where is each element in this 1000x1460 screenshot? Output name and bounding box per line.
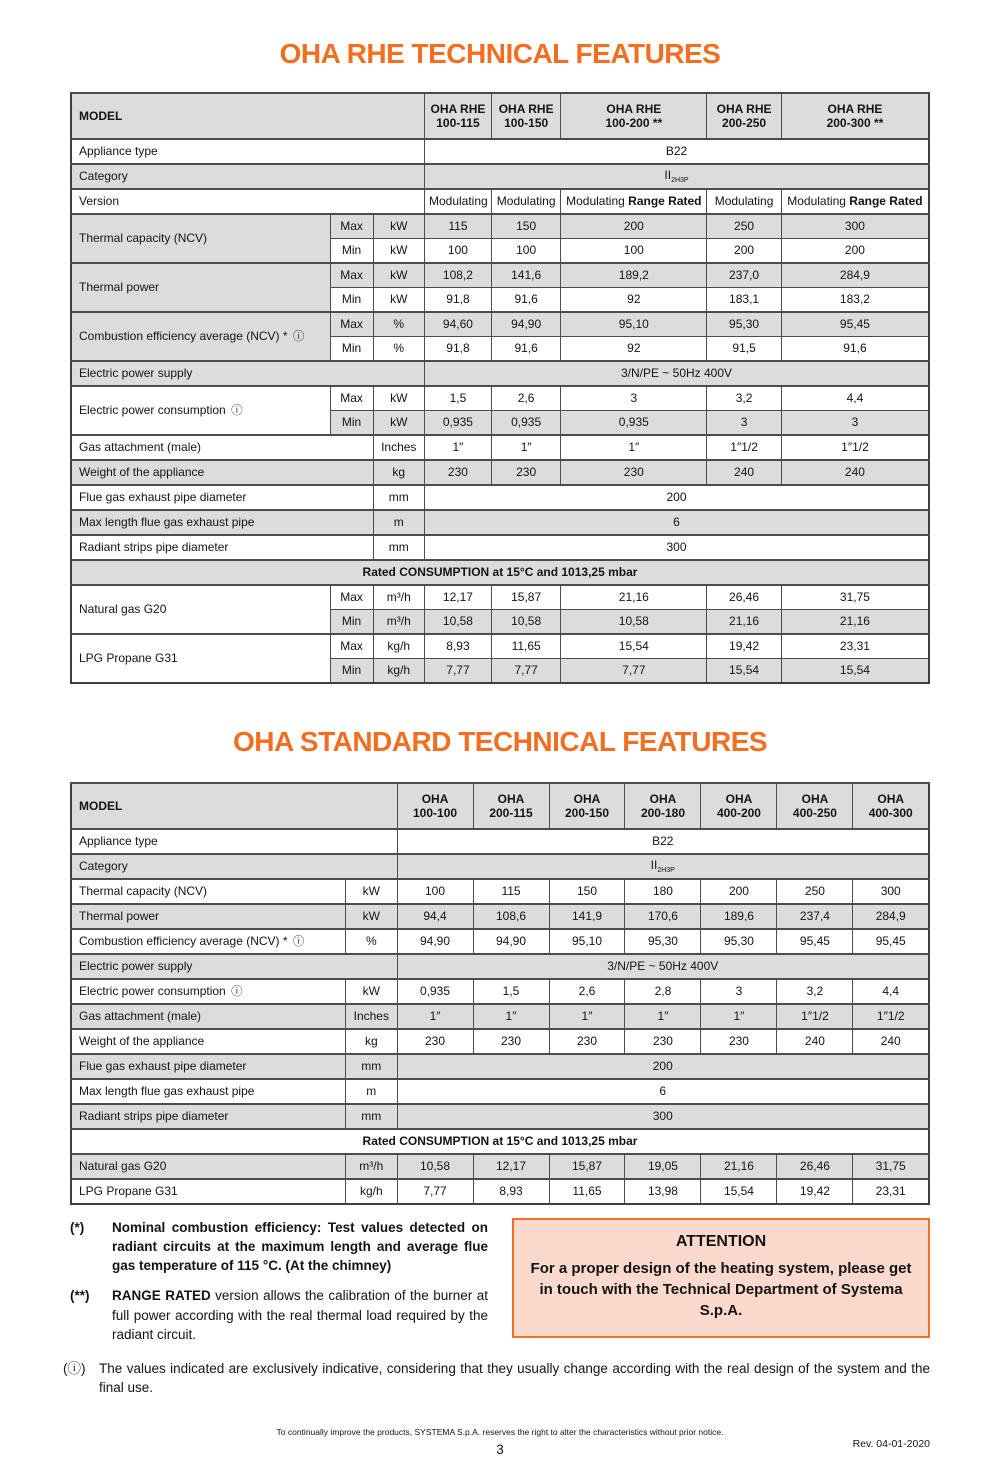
row-label-cell: Thermal power [71,263,330,312]
value-cell: 2,6 [491,386,560,411]
value-cell: 23,31 [781,634,929,659]
value-cell: 31,75 [853,1154,929,1179]
value-cell: Modulating [707,189,782,214]
value-cell: B22 [397,829,929,854]
value-cell: 11,65 [549,1179,625,1204]
value-cell: 200 [701,879,777,904]
value-cell: 10,58 [397,1154,473,1179]
value-cell: 230 [491,460,560,485]
value-cell: 91,6 [491,337,560,362]
table-row [71,93,929,139]
value-cell: 240 [853,1029,929,1054]
value-cell: 15,54 [701,1179,777,1204]
value-cell: 250 [707,214,782,239]
value-cell: 10,58 [424,610,491,635]
value-cell: 15,87 [549,1154,625,1179]
row-label-cell: Appliance type [71,139,424,164]
value-cell: 3/N/PE ~ 50Hz 400V [397,954,929,979]
value-cell: 100 [424,239,491,264]
value-cell: OHA 200-180 [625,783,701,829]
value-cell: 13,98 [625,1179,701,1204]
info-icon: ⓘ [292,330,305,343]
row-label-cell: Thermal capacity (NCV) [71,214,330,263]
value-cell: 8,93 [473,1179,549,1204]
table-row [71,485,929,510]
value-cell: 0,935 [561,411,707,436]
row-label-cell: Radiant strips pipe diameter [71,535,373,560]
value-cell: 284,9 [853,904,929,929]
value-cell: OHA RHE 100-150 [491,93,560,139]
value-cell: Modulating Range Rated [781,189,929,214]
value-cell: mm [346,1104,397,1129]
row-label-cell: Flue gas exhaust pipe diameter [71,485,373,510]
value-cell: 7,77 [561,659,707,684]
row-label-cell: Gas attachment (male) [71,435,373,460]
table-row [71,560,929,585]
table-row [71,312,929,337]
value-cell: m³/h [373,610,424,635]
footnote-info-text: The values indicated are exclusively indicative, considering that they usually change according with the real design of the system and the final use. [99,1360,930,1396]
value-cell: 3,2 [777,979,853,1004]
value-cell: 95,30 [707,312,782,337]
row-label-cell: MODEL [71,93,424,139]
value-cell: OHA RHE 200-300 ** [781,93,929,139]
value-cell: mm [373,485,424,510]
attention-box [512,1218,930,1338]
value-cell: 31,75 [781,585,929,610]
table-row [71,1079,929,1104]
value-cell: 2,8 [625,979,701,1004]
footnote-info [63,1359,930,1397]
value-cell: OHA 200-150 [549,783,625,829]
value-cell: 10,58 [491,610,560,635]
table-row [71,1154,929,1179]
value-cell: OHA 400-300 [853,783,929,829]
value-cell: kg [373,460,424,485]
row-label-cell: LPG Propane G31 [71,1179,346,1204]
value-cell: $II_{2H3P}$ [397,854,929,879]
value-cell: 0,935 [424,411,491,436]
value-cell: kg/h [373,634,424,659]
row-label-cell: Electric power supply [71,954,397,979]
value-cell: kW [373,214,424,239]
table-row [71,1004,929,1029]
row-label-cell: Combustion efficiency average (NCV) * ⓘ [71,312,330,361]
value-cell: 6 [397,1079,929,1104]
footnote-double-star-marker: (**) [70,1288,90,1304]
info-icon: (ⓘ) [63,1360,86,1376]
oha-standard-table [70,782,930,1205]
value-cell: OHA 200-115 [473,783,549,829]
value-cell: 91,5 [707,337,782,362]
notes-section [70,1218,930,1355]
row-label-cell: LPG Propane G31 [71,634,330,683]
value-cell: 1″ [397,1004,473,1029]
value-cell: Min [330,337,373,362]
oha-standard-table-body [71,783,929,1204]
footnotes [70,1218,488,1355]
row-label-cell: Weight of the appliance [71,1029,346,1054]
value-cell: 95,45 [853,929,929,954]
value-cell: 15,54 [707,659,782,684]
value-cell: 15,54 [781,659,929,684]
row-label-cell: Weight of the appliance [71,460,373,485]
value-cell: 19,05 [625,1154,701,1179]
value-cell: % [373,337,424,362]
row-label-cell: Appliance type [71,829,397,854]
value-cell: 240 [781,460,929,485]
value-cell: kg [346,1029,397,1054]
range-rated-term: RANGE RATED [112,1288,211,1304]
row-label-cell: Electric power consumption ⓘ [71,979,346,1004]
attention-title: ATTENTION [675,1233,767,1250]
value-cell: 230 [561,460,707,485]
value-cell: 230 [397,1029,473,1054]
value-cell: 1″ [424,435,491,460]
value-cell: Inches [346,1004,397,1029]
table1-title: OHA RHE TECHNICAL FEATURES [279,38,721,69]
value-cell: kW [373,263,424,288]
value-cell: Modulating [491,189,560,214]
value-cell: OHA RHE 200-250 [707,93,782,139]
value-cell: OHA RHE 100-115 [424,93,491,139]
value-cell: 7,77 [491,659,560,684]
value-cell: 180 [625,879,701,904]
value-cell: 92 [561,288,707,313]
value-cell: Inches [373,435,424,460]
value-cell: 3 [781,411,929,436]
value-cell: 91,6 [781,337,929,362]
value-cell: kW [373,386,424,411]
value-cell: 230 [549,1029,625,1054]
value-cell: 237,4 [777,904,853,929]
value-cell: 183,2 [781,288,929,313]
value-cell: % [373,312,424,337]
value-cell: 3/N/PE ~ 50Hz 400V [424,361,929,386]
value-cell: 200 [424,485,929,510]
value-cell: Min [330,659,373,684]
row-label-cell: Max length flue gas exhaust pipe [71,1079,346,1104]
value-cell: 94,60 [424,312,491,337]
value-cell: OHA 100-100 [397,783,473,829]
value-cell: 115 [473,879,549,904]
value-cell: 95,30 [625,929,701,954]
value-cell: m [346,1079,397,1104]
revision-label: Rev. 04-01-2020 [852,1438,930,1451]
value-cell: 15,87 [491,585,560,610]
value-cell: B22 [424,139,929,164]
value-cell: 1″1/2 [777,1004,853,1029]
value-cell: 100 [397,879,473,904]
value-cell: kW [373,288,424,313]
value-cell: Max [330,263,373,288]
table-row [71,854,929,879]
value-cell: 1″1/2 [781,435,929,460]
table-row [71,879,929,904]
value-cell: Modulating Range Rated [561,189,707,214]
table-row [71,139,929,164]
row-label-cell: Electric power supply [71,361,424,386]
value-cell: 12,17 [473,1154,549,1179]
value-cell: 4,4 [781,386,929,411]
value-cell: 1″ [473,1004,549,1029]
value-cell: 95,45 [781,312,929,337]
value-cell: Rated CONSUMPTION at 15°C and 1013,25 mbar [71,560,929,585]
row-label-cell: Natural gas G20 [71,1154,346,1179]
table-row [71,1029,929,1054]
value-cell: 95,10 [561,312,707,337]
value-cell: 95,10 [549,929,625,954]
table-row [71,1129,929,1154]
footnote-double-star-body: version allows the calibration of the burner at full power according with the real thermal load required by the radiant circuit. [112,1288,488,1342]
value-cell: kg/h [346,1179,397,1204]
value-cell: 1″ [549,1004,625,1029]
value-cell: 1″1/2 [853,1004,929,1029]
page-footer [70,1438,930,1460]
value-cell: 91,8 [424,337,491,362]
oha-rhe-table [70,92,930,684]
value-cell: 170,6 [625,904,701,929]
value-cell: Min [330,288,373,313]
row-label-cell: Flue gas exhaust pipe diameter [71,1054,346,1079]
value-cell: 141,9 [549,904,625,929]
row-label-cell: Combustion efficiency average (NCV) * ⓘ [71,929,346,954]
value-cell: OHA RHE 100-200 ** [561,93,707,139]
value-cell: mm [373,535,424,560]
value-cell: 1″ [491,435,560,460]
value-cell: 1″1/2 [707,435,782,460]
value-cell: 95,45 [777,929,853,954]
value-cell: 200 [781,239,929,264]
value-cell: 19,42 [777,1179,853,1204]
info-icon: ⓘ [231,404,243,417]
value-cell: 2,6 [549,979,625,1004]
value-cell: 230 [424,460,491,485]
value-cell: 26,46 [777,1154,853,1179]
value-cell: 94,90 [491,312,560,337]
value-cell: 100 [561,239,707,264]
value-cell: m [373,510,424,535]
value-cell: Max [330,634,373,659]
value-cell: 189,2 [561,263,707,288]
table-row [71,1054,929,1079]
value-cell: 230 [625,1029,701,1054]
row-label-cell: Gas attachment (male) [71,1004,346,1029]
value-cell: 21,16 [707,610,782,635]
footnote-star [70,1218,488,1275]
value-cell: 3 [701,979,777,1004]
footnote-star-text: Nominal combustion efficiency: Test values detected on radiant circuits at the maximum length and average flue gas temperature of 115 °C. (At the chimney) [112,1220,488,1274]
value-cell: kW [346,979,397,1004]
value-cell: 0,935 [491,411,560,436]
value-cell: 1,5 [473,979,549,1004]
value-cell: 183,1 [707,288,782,313]
value-cell: 284,9 [781,263,929,288]
value-cell: 200 [561,214,707,239]
value-cell: 230 [473,1029,549,1054]
value-cell: $II_{2H3P}$ [424,164,929,189]
value-cell: 3 [707,411,782,436]
footnote-double-star-text [112,1286,488,1343]
table-row [71,904,929,929]
value-cell: 300 [424,535,929,560]
value-cell: kW [373,239,424,264]
value-cell: 21,16 [561,585,707,610]
value-cell: 3 [561,386,707,411]
table-row [71,214,929,239]
value-cell: OHA 400-250 [777,783,853,829]
value-cell: Rated CONSUMPTION at 15°C and 1013,25 mbar [71,1129,929,1154]
row-label-cell: MODEL [71,783,397,829]
footnote-double-star [70,1286,488,1343]
value-cell: 7,77 [397,1179,473,1204]
value-cell: 94,90 [473,929,549,954]
value-cell: Max [330,312,373,337]
value-cell: 150 [549,879,625,904]
value-cell: 11,65 [491,634,560,659]
fine-print: To continually improve the products, SYSTEMA S.p.A. reserves the right to alter the characteristics without prior notice. [276,1427,724,1438]
row-label-cell: Electric power consumption ⓘ [71,386,330,435]
value-cell: 250 [777,879,853,904]
value-cell: 92 [561,337,707,362]
table-row [71,263,929,288]
table2-title: OHA STANDARD TECHNICAL FEATURES [232,726,768,757]
value-cell: 0,935 [397,979,473,1004]
value-cell: 300 [397,1104,929,1129]
value-cell: % [346,929,397,954]
attention-body: For a proper design of the heating system, please get in touch with the Technical Department of Systema S.p.A. [530,1260,912,1319]
value-cell: 3,2 [707,386,782,411]
value-cell: 240 [707,460,782,485]
value-cell: 300 [781,214,929,239]
value-cell: Min [330,239,373,264]
info-icon: ⓘ [292,935,305,948]
table-row [71,386,929,411]
row-label-cell: Version [71,189,424,214]
table-row [71,361,929,386]
page-number: 3 [496,1442,504,1458]
table-row [71,1179,929,1204]
value-cell: 23,31 [853,1179,929,1204]
table-row [71,783,929,829]
value-cell: kW [346,904,397,929]
value-cell: 189,6 [701,904,777,929]
value-cell: 6 [424,510,929,535]
value-cell: 141,6 [491,263,560,288]
value-cell: 108,6 [473,904,549,929]
value-cell: 115 [424,214,491,239]
value-cell: Max [330,386,373,411]
value-cell: 1,5 [424,386,491,411]
table-row [71,189,929,214]
value-cell: 240 [777,1029,853,1054]
value-cell: 150 [491,214,560,239]
value-cell: 108,2 [424,263,491,288]
table-row [71,1104,929,1129]
value-cell: 91,6 [491,288,560,313]
value-cell: Max [330,585,373,610]
value-cell: Modulating [424,189,491,214]
info-icon: ⓘ [231,985,243,998]
value-cell: 94,4 [397,904,473,929]
value-cell: Min [330,411,373,436]
value-cell: mm [346,1054,397,1079]
value-cell: 1″ [625,1004,701,1029]
row-label-cell: Thermal power [71,904,346,929]
value-cell: OHA 400-200 [701,783,777,829]
row-label-cell: Category [71,164,424,189]
value-cell: 4,4 [853,979,929,1004]
table-row [71,435,929,460]
value-cell: 19,42 [707,634,782,659]
value-cell: kW [346,879,397,904]
value-cell: Max [330,214,373,239]
table-row [71,164,929,189]
value-cell: kW [373,411,424,436]
table-row [71,634,929,659]
value-cell: kg/h [373,659,424,684]
table-row [71,979,929,1004]
value-cell: 91,8 [424,288,491,313]
value-cell: 94,90 [397,929,473,954]
value-cell: Min [330,610,373,635]
value-cell: 21,16 [701,1154,777,1179]
table-row [71,535,929,560]
value-cell: 300 [853,879,929,904]
table-row [71,829,929,854]
value-cell: 200 [397,1054,929,1079]
value-cell: 7,77 [424,659,491,684]
value-cell: 95,30 [701,929,777,954]
value-cell: 230 [701,1029,777,1054]
oha-rhe-table-body [71,93,929,683]
row-label-cell: Radiant strips pipe diameter [71,1104,346,1129]
table-row [71,510,929,535]
value-cell: 26,46 [707,585,782,610]
footnote-star-marker: (*) [70,1220,85,1235]
value-cell: 12,17 [424,585,491,610]
row-label-cell: Category [71,854,397,879]
value-cell: 1″ [701,1004,777,1029]
value-cell: 200 [707,239,782,264]
value-cell: 10,58 [561,610,707,635]
value-cell: 21,16 [781,610,929,635]
value-cell: m³/h [346,1154,397,1179]
table-row [71,954,929,979]
value-cell: 100 [491,239,560,264]
row-label-cell: Max length flue gas exhaust pipe [71,510,373,535]
row-label-cell: Thermal capacity (NCV) [71,879,346,904]
value-cell: 8,93 [424,634,491,659]
value-cell: 237,0 [707,263,782,288]
table-row [71,460,929,485]
row-label-cell: Natural gas G20 [71,585,330,634]
table-row [71,929,929,954]
table-row [71,585,929,610]
value-cell: m³/h [373,585,424,610]
value-cell: 15,54 [561,634,707,659]
value-cell: 1″ [561,435,707,460]
